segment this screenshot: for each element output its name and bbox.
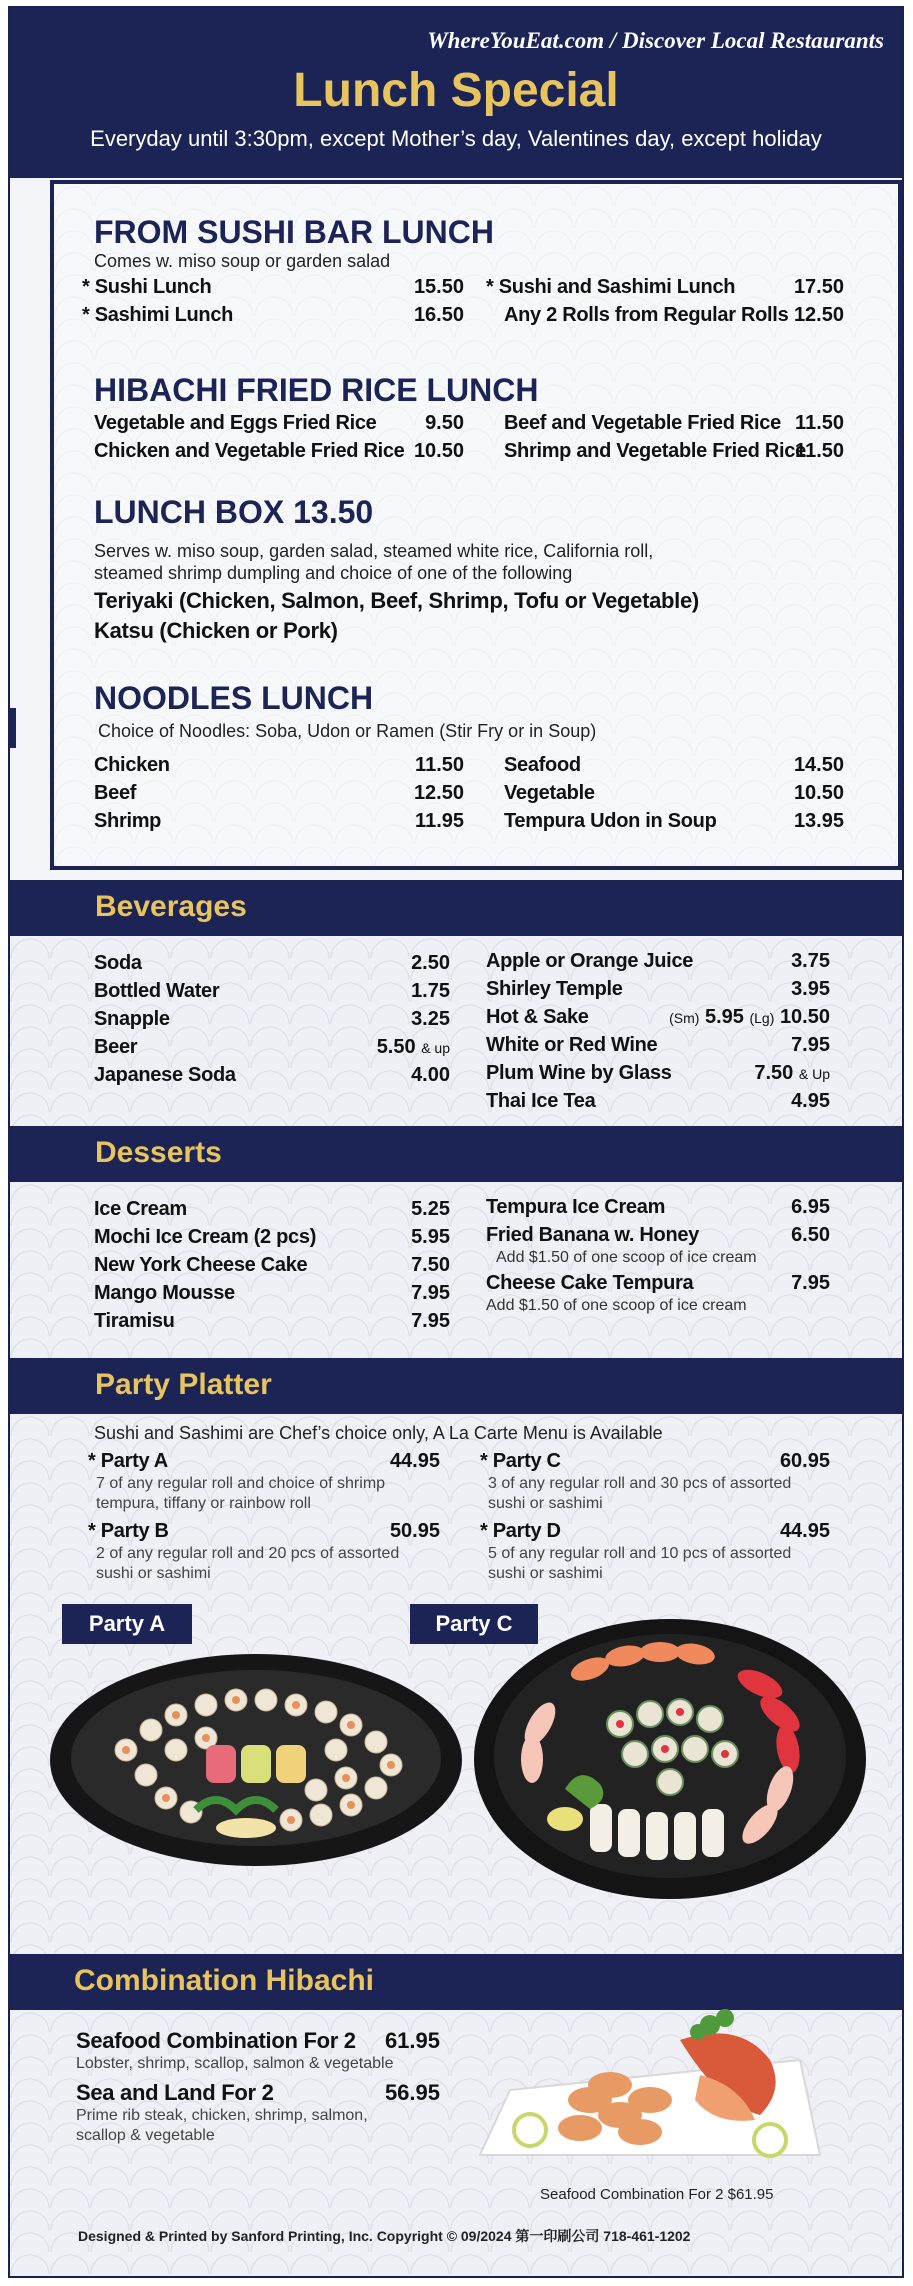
menu-item: * Party B	[88, 1520, 169, 1542]
menu-item: Soda	[94, 952, 142, 974]
item-price: 60.95	[779, 1450, 830, 1472]
item-price: 7.95	[791, 1034, 830, 1056]
item-desc: scallop & vegetable	[76, 2127, 215, 2144]
menu-item: Shirley Temple	[486, 978, 623, 1000]
footer-credit: Designed & Printed by Sanford Printing, Inc. Copyright © 09/2024 第一印刷公司 718-461-1202	[78, 2228, 691, 2244]
item-price: 7.95	[411, 1282, 450, 1304]
item-note: Add $1.50 of one scoop of ice cream	[496, 1249, 757, 1266]
menu-item: Beer	[94, 1036, 138, 1058]
seafood-combination-image	[470, 1980, 830, 2170]
menu-item: * Sashimi Lunch	[82, 304, 234, 326]
menu-item: Tempura Udon in Soup	[504, 810, 717, 832]
menu-item: Bottled Water	[94, 980, 220, 1002]
menu-item: Vegetable and Eggs Fried Rice	[94, 412, 377, 434]
beverages-heading: Beverages	[95, 890, 247, 923]
item-price: 7.50 & Up	[754, 1062, 830, 1084]
noodles-note: Choice of Noodles: Soba, Udon or Ramen (Stir Fry or in Soup)	[98, 721, 597, 741]
item-desc: 3 of any regular roll and 30 pcs of assorted	[488, 1475, 792, 1492]
party-heading: Party Platter	[95, 1368, 272, 1401]
menu-item: * Party A	[88, 1450, 168, 1472]
menu-item: Cheese Cake Tempura	[486, 1272, 694, 1294]
menu-item: New York Cheese Cake	[94, 1254, 308, 1276]
item-price: 14.50	[793, 754, 844, 776]
image-caption: Seafood Combination For 2 $61.95	[540, 2186, 774, 2203]
menu-item: Mochi Ice Cream (2 pcs)	[94, 1226, 317, 1248]
menu-item: Shrimp and Vegetable Fried Rice	[504, 440, 806, 462]
item-price: 1.75	[411, 980, 450, 1002]
item-price: 6.95	[791, 1196, 830, 1218]
lunch-frame	[50, 180, 902, 870]
noodles-heading: NOODLES LUNCH	[94, 680, 374, 716]
menu-item: Hot & Sake	[486, 1006, 589, 1028]
menu-item: Beef and Vegetable Fried Rice	[504, 412, 781, 434]
menu-item: Vegetable	[504, 782, 595, 804]
lunch-box-note: steamed shrimp dumpling and choice of one of the following	[94, 563, 573, 583]
menu-item: White or Red Wine	[486, 1034, 658, 1056]
item-price: 10.50	[413, 440, 464, 462]
item-price: 5.50 & up	[376, 1036, 450, 1058]
menu-item: * Sushi and Sashimi Lunch	[486, 276, 736, 298]
lunch-box-note: Serves w. miso soup, garden salad, steamed white rice, California roll,	[94, 541, 654, 561]
party-c-platter-image	[470, 1614, 870, 1904]
item-price: 61.95	[384, 2028, 440, 2053]
beverages-area	[10, 936, 902, 1126]
item-desc: sushi or sashimi	[488, 1565, 603, 1582]
item-price: 44.95	[389, 1450, 440, 1472]
item-price: 50.95	[389, 1520, 440, 1542]
item-price: 44.95	[779, 1520, 830, 1542]
menu-item: Thai Ice Tea	[486, 1090, 596, 1112]
party-area	[10, 1414, 902, 1954]
menu-item: Sea and Land For 2	[76, 2080, 274, 2105]
header-banner	[10, 8, 902, 178]
item-price: 13.95	[793, 810, 844, 832]
item-desc: Prime rib steak, chicken, shrimp, salmon,	[76, 2107, 368, 2124]
combination-heading: Combination Hibachi	[74, 1964, 374, 1997]
item-price: 17.50	[793, 276, 844, 298]
menu-item: Any 2 Rolls from Regular Rolls	[504, 304, 789, 326]
item-price: 4.95	[791, 1090, 830, 1112]
menu-item: * Party D	[480, 1520, 561, 1542]
menu-item: Chicken and Vegetable Fried Rice	[94, 440, 405, 462]
page-title: Lunch Special	[293, 64, 619, 117]
item-note: Add $1.50 of one scoop of ice cream	[486, 1297, 747, 1314]
sushi-bar-heading: FROM SUSHI BAR LUNCH	[94, 214, 494, 250]
item-price: 15.50	[413, 276, 464, 298]
party-band	[10, 1358, 902, 1414]
menu-item: Mango Mousse	[94, 1282, 235, 1304]
menu-item: Tiramisu	[94, 1310, 175, 1332]
item-price: 16.50	[413, 304, 464, 326]
item-desc: Lobster, shrimp, scallop, salmon & vegetable	[76, 2055, 394, 2072]
item-price: 5.95	[411, 1226, 450, 1248]
item-price: 7.95	[411, 1310, 450, 1332]
site-watermark: WhereYouEat.com / Discover Local Restaurants	[427, 28, 884, 53]
menu-item: Tempura Ice Cream	[486, 1196, 666, 1218]
item-price: 9.50	[425, 412, 464, 434]
item-price: 56.95	[384, 2080, 440, 2105]
menu-item: Plum Wine by Glass	[486, 1062, 672, 1084]
menu-item: Snapple	[94, 1008, 170, 1030]
item-price: 3.75	[791, 950, 830, 972]
lunch-box-heading: LUNCH BOX 13.50	[94, 494, 374, 530]
menu-item: Japanese Soda	[94, 1064, 236, 1086]
item-price: 7.50	[411, 1254, 450, 1276]
lunch-box-option: Katsu (Chicken or Pork)	[94, 618, 338, 643]
item-desc: sushi or sashimi	[96, 1565, 211, 1582]
item-price: 2.50	[411, 952, 450, 974]
item-price: 11.50	[795, 440, 844, 462]
menu-item: * Party C	[480, 1450, 561, 1472]
party-a-platter-image	[46, 1650, 466, 1870]
side-mark	[10, 708, 16, 748]
menu-item: Shrimp	[94, 810, 162, 832]
item-price: 3.95	[791, 978, 830, 1000]
item-desc: 2 of any regular roll and 20 pcs of assorted	[96, 1545, 400, 1562]
item-price: (Sm) 5.95 (Lg) 10.50	[669, 1006, 830, 1028]
party-c-tag: Party C	[410, 1604, 538, 1644]
menu-page	[8, 6, 904, 2278]
item-price: 11.95	[415, 810, 464, 832]
desserts-band	[10, 1126, 902, 1182]
lunch-box-option: Teriyaki (Chicken, Salmon, Beef, Shrimp, Tofu or Vegetable)	[94, 588, 699, 613]
party-a-tag: Party A	[62, 1604, 192, 1644]
desserts-area	[10, 1182, 902, 1358]
item-price: 12.50	[793, 304, 844, 326]
menu-item: Seafood	[504, 754, 581, 776]
item-price: 6.50	[791, 1224, 830, 1246]
menu-item: Seafood Combination For 2	[76, 2028, 356, 2053]
item-price: 11.50	[795, 412, 844, 434]
menu-item: Fried Banana w. Honey	[486, 1224, 700, 1246]
item-desc: 7 of any regular roll and choice of shrimp	[96, 1475, 386, 1492]
item-price: 4.00	[411, 1064, 450, 1086]
sushi-bar-note: Comes w. miso soup or garden salad	[94, 251, 391, 271]
desserts-heading: Desserts	[95, 1136, 222, 1169]
hibachi-rice-heading: HIBACHI FRIED RICE LUNCH	[94, 372, 539, 408]
menu-item: Apple or Orange Juice	[486, 950, 694, 972]
item-price: 5.25	[411, 1198, 450, 1220]
beverages-band	[10, 880, 902, 936]
menu-item: Chicken	[94, 754, 170, 776]
item-desc: tempura, tiffany or rainbow roll	[96, 1495, 311, 1512]
menu-item: * Sushi Lunch	[82, 276, 212, 298]
page-subtitle: Everyday until 3:30pm, except Mother’s day, Valentines day, except holiday	[90, 126, 822, 151]
item-price: 7.95	[791, 1272, 830, 1294]
menu-item: Ice Cream	[94, 1198, 187, 1220]
item-desc: sushi or sashimi	[488, 1495, 603, 1512]
party-note: Sushi and Sashimi are Chef’s choice only, A La Carte Menu is Available	[94, 1423, 663, 1443]
item-price: 12.50	[413, 782, 464, 804]
item-desc: 5 of any regular roll and 10 pcs of assorted	[488, 1545, 792, 1562]
item-price: 10.50	[793, 782, 844, 804]
menu-item: Beef	[94, 782, 137, 804]
item-price: 3.25	[411, 1008, 450, 1030]
item-price: 11.50	[415, 754, 464, 776]
